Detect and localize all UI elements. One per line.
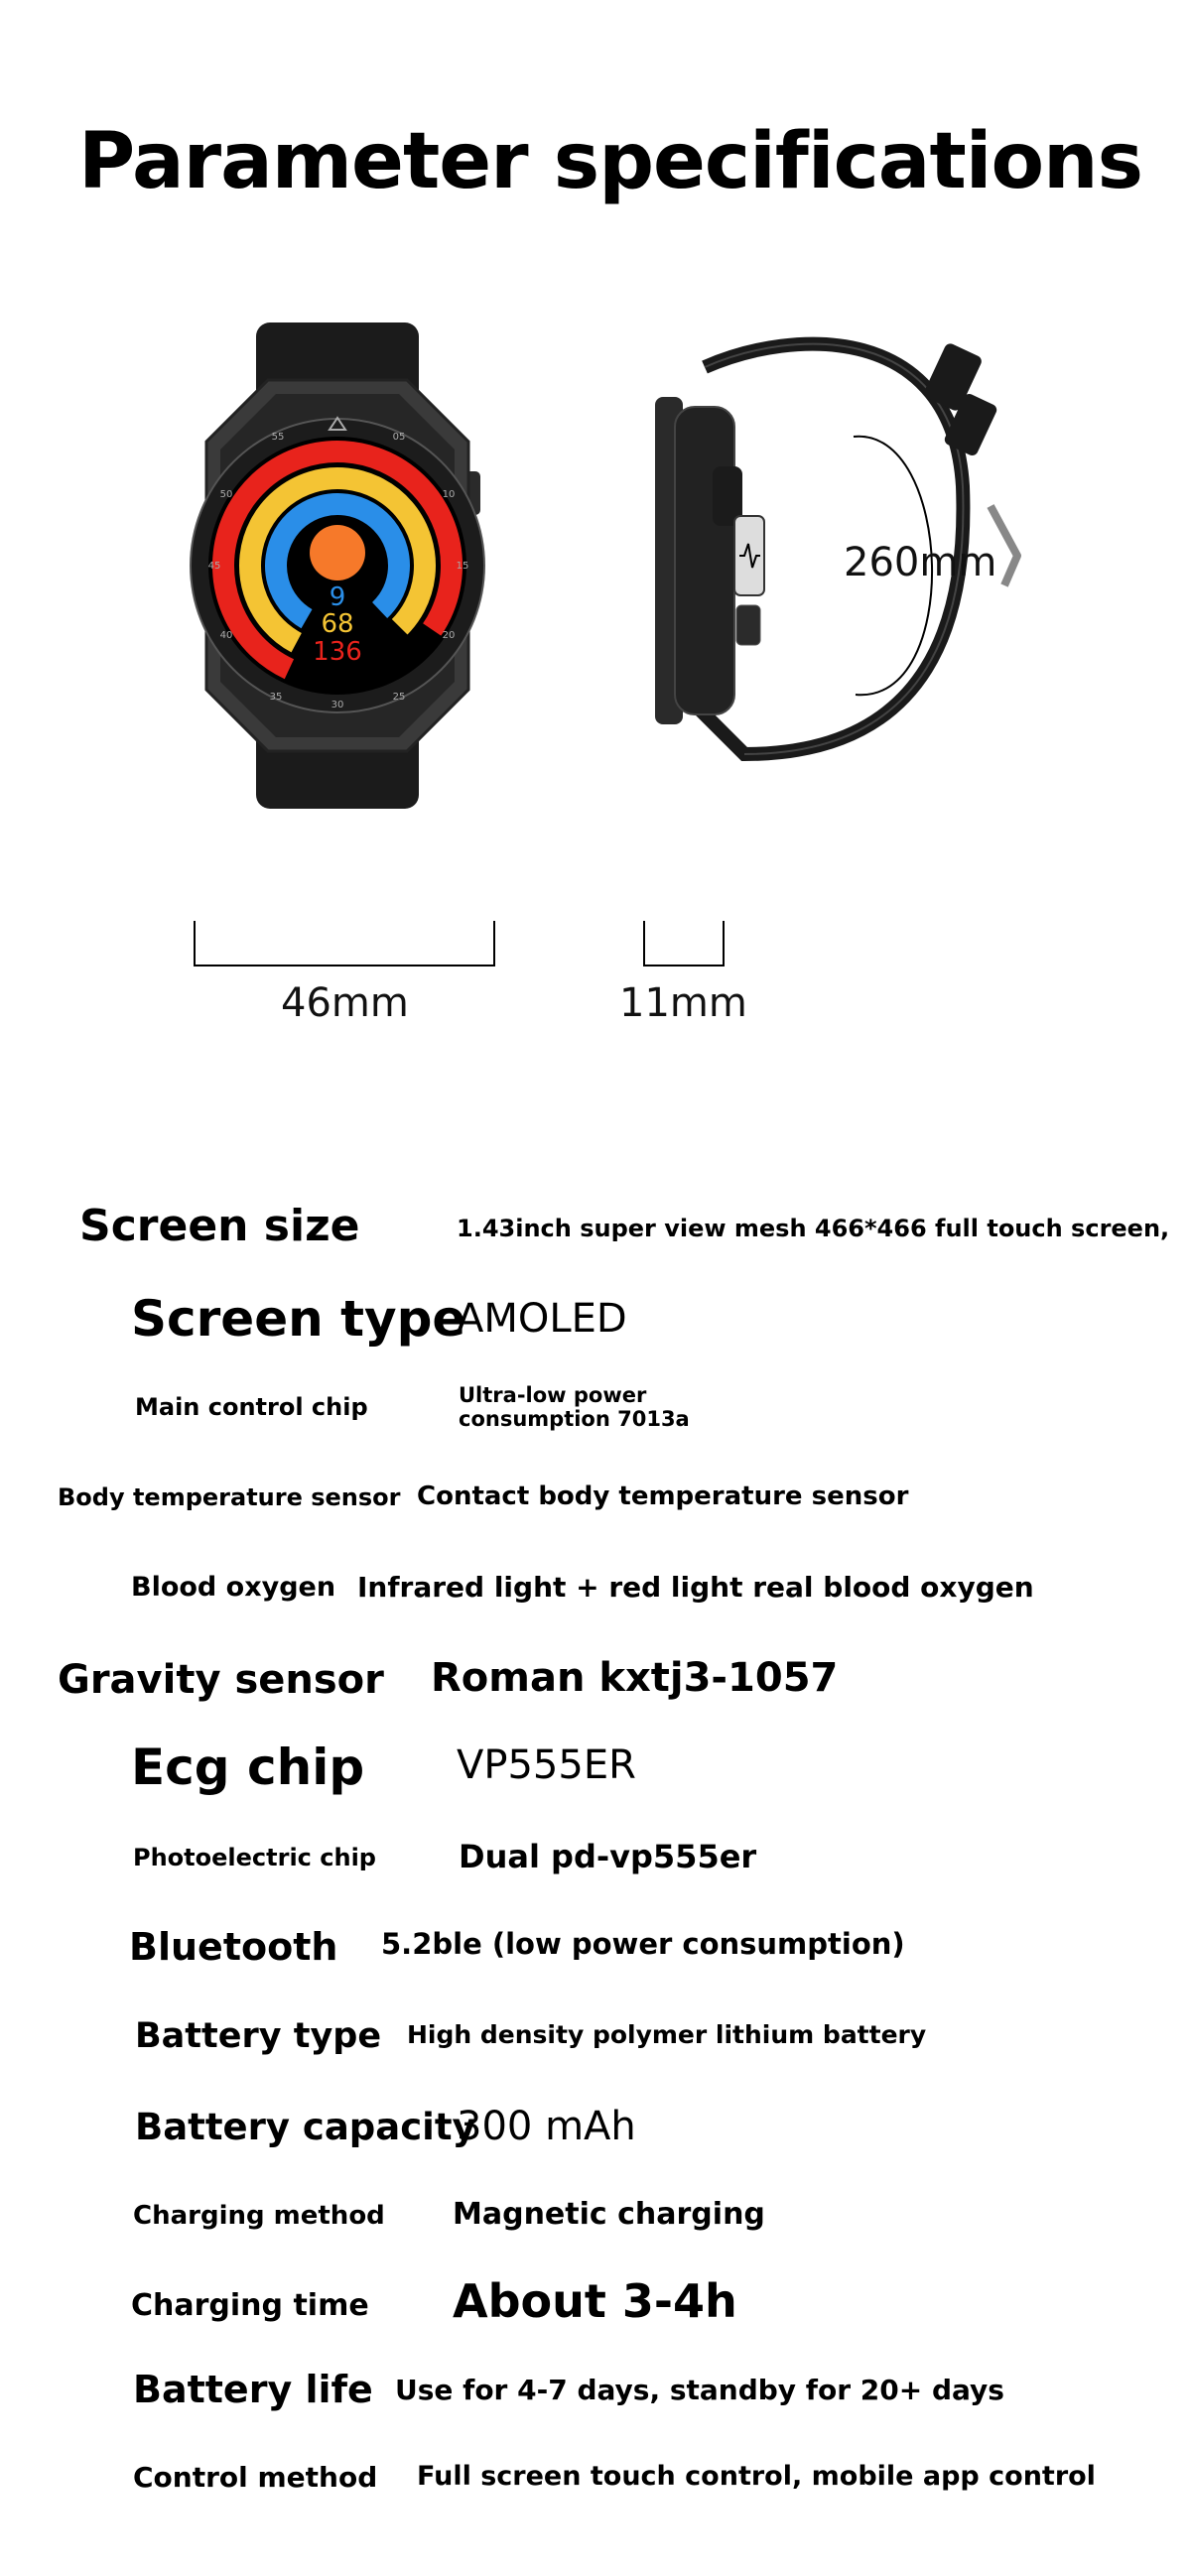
bezel-mark: 30 <box>331 700 344 710</box>
spec-value-blood-oxygen: Infrared light + red light real blood oxygen <box>357 1571 1034 1604</box>
watch-side-image <box>635 327 1072 784</box>
spec-label-charging-time: Charging time <box>131 2288 369 2323</box>
spec-value-main-control-chip-line2: consumption 7013a <box>459 1407 690 1431</box>
bezel-mark: 55 <box>271 432 285 443</box>
spec-label-battery-type: Battery type <box>135 2016 382 2056</box>
spec-value-body-temperature-sensor: Contact body temperature sensor <box>417 1481 909 1511</box>
bezel-mark: 20 <box>442 630 456 641</box>
spec-label-photoelectric-chip: Photoelectric chip <box>133 1844 376 1871</box>
bezel-mark: 05 <box>392 432 406 443</box>
watch-front-image <box>169 322 506 809</box>
width-dimension-label: 46mm <box>281 980 409 1026</box>
spec-label-battery-life: Battery life <box>133 2368 373 2411</box>
spec-value-bluetooth: 5.2ble (low power consumption) <box>381 1927 905 1961</box>
spec-value-screen-type: AMOLED <box>457 1296 627 1342</box>
thickness-dimension-label: 11mm <box>619 980 747 1026</box>
spec-label-bluetooth: Bluetooth <box>129 1925 338 1969</box>
bezel-mark: 40 <box>219 630 233 641</box>
bezel-mark: 15 <box>456 561 469 572</box>
spec-label-screen-size: Screen size <box>79 1201 360 1251</box>
wrist-dimension-label: 260mm <box>844 540 997 585</box>
spec-value-charging-method: Magnetic charging <box>453 2197 765 2232</box>
spec-value-photoelectric-chip: Dual pd-vp555er <box>459 1838 757 1875</box>
spec-label-control-method: Control method <box>133 2461 378 2494</box>
display-number: 136 <box>313 637 362 667</box>
page-title: Parameter specifications <box>77 117 1143 206</box>
spec-label-body-temperature-sensor: Body temperature sensor <box>58 1483 401 1511</box>
spec-value-battery-life: Use for 4-7 days, standby for 20+ days <box>395 2374 1004 2406</box>
bezel-mark: 10 <box>442 489 456 500</box>
bezel-mark: 35 <box>269 692 283 703</box>
spec-value-battery-type: High density polymer lithium battery <box>407 2020 927 2049</box>
spec-label-main-control-chip: Main control chip <box>135 1393 368 1421</box>
display-number: 9 <box>329 582 346 612</box>
spec-value-gravity-sensor: Roman kxtj3-1057 <box>431 1655 839 1701</box>
bezel-mark: 25 <box>392 692 406 703</box>
spec-value-main-control-chip-line1: Ultra-low power <box>459 1383 647 1407</box>
spec-value-control-method: Full screen touch control, mobile app control <box>417 2461 1096 2492</box>
spec-label-gravity-sensor: Gravity sensor <box>58 1657 384 1703</box>
spec-value-ecg-chip: VP555ER <box>457 1742 636 1788</box>
spec-label-charging-method: Charging method <box>133 2201 385 2231</box>
bezel-mark: 45 <box>207 561 221 572</box>
spec-label-blood-oxygen: Blood oxygen <box>131 1572 336 1603</box>
spec-value-screen-size: 1.43inch super view mesh 466*466 full touch screen, <box>457 1215 1170 1242</box>
spec-label-ecg-chip: Ecg chip <box>131 1739 365 1796</box>
spec-value-charging-time: About 3-4h <box>453 2274 737 2328</box>
thickness-bracket <box>643 921 725 966</box>
spec-value-battery-capacity: 300 mAh <box>457 2104 636 2149</box>
width-bracket <box>194 921 495 966</box>
display-number: 68 <box>321 609 354 639</box>
bezel-mark: 50 <box>219 489 233 500</box>
spec-label-battery-capacity: Battery capacity <box>135 2106 476 2148</box>
spec-label-screen-type: Screen type <box>131 1290 466 1348</box>
